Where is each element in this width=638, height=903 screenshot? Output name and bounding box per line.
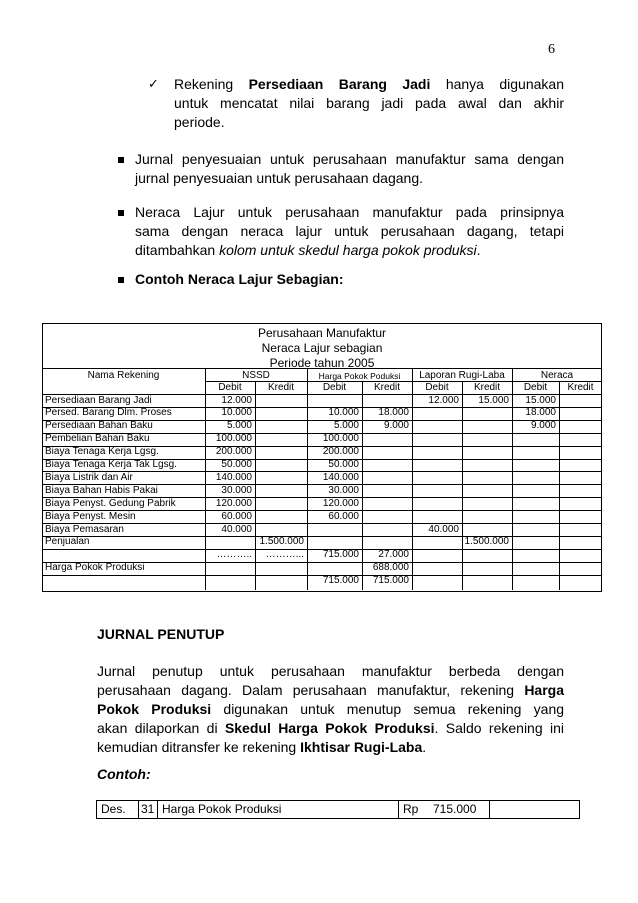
intro-line-2: untuk mencatat nilai barang jadi pada awal dan akhir xyxy=(174,95,564,111)
header-debit: Debit xyxy=(322,382,347,393)
jp-line-4: akan dilaporkan di Skedul Harga Pokok Produksi. Saldo rekening ini xyxy=(97,720,564,736)
amount-cell: 100.000 xyxy=(215,433,252,445)
amount-cell: 120.000 xyxy=(322,497,359,509)
contoh-label: Contoh: xyxy=(97,766,151,782)
amount-cell: 1.500.000 xyxy=(464,536,509,548)
entry-account: Harga Pokok Produksi xyxy=(162,802,282,816)
col-divider xyxy=(138,801,139,818)
account-name-cell: Biaya Pemasaran xyxy=(45,523,124,535)
amount-cell: ………... xyxy=(265,549,304,561)
amount-cell: 60.000 xyxy=(221,510,252,522)
jp-line-5: kemudian ditransfer ke rekening Ikhtisar Rugi-Laba. xyxy=(97,739,427,755)
amount-cell: 1.500.000 xyxy=(259,536,304,548)
intro-line-1: Rekening Persediaan Barang Jadi hanya digunakan xyxy=(174,76,564,92)
intro-paragraph xyxy=(174,75,564,132)
amount-cell: 18.000 xyxy=(525,407,556,419)
entry-day: 31 xyxy=(141,802,155,816)
bullet-2-line-2: sama dengan neraca lajur untuk perusahaan dagang, tetapi xyxy=(135,223,564,239)
jp-line-2: perusahaan dagang. Dalam perusahaan manufaktur, rekening Harga xyxy=(97,682,564,698)
amount-cell: 40.000 xyxy=(221,523,252,535)
amount-cell: 120.000 xyxy=(215,497,252,509)
amount-cell: 5.000 xyxy=(226,420,252,432)
amount-cell: 60.000 xyxy=(328,510,359,522)
account-name-cell: Biaya Tenaga Kerja Tak Lgsg. xyxy=(45,459,177,470)
amount-cell: ……….. xyxy=(216,549,252,561)
amount-cell: 15.000 xyxy=(525,394,556,406)
table-title-2: Neraca Lajur sebagian xyxy=(261,341,383,355)
bullet-square-icon xyxy=(118,210,124,216)
col-divider xyxy=(157,801,158,818)
jurnal-penutup-heading: JURNAL PENUTUP xyxy=(97,626,225,642)
account-name-cell: Persediaan Bahan Baku xyxy=(45,420,153,432)
entry-amount: 715.000 xyxy=(433,802,477,816)
header-kredit: Kredit xyxy=(473,382,501,393)
entry-currency: Rp xyxy=(403,802,419,816)
account-name-cell: Harga Pokok Produksi xyxy=(45,562,145,574)
amount-cell: 200.000 xyxy=(322,446,359,458)
checkmark-icon: ✓ xyxy=(148,76,159,91)
row-divider xyxy=(42,536,602,537)
amount-cell: 715.000 xyxy=(322,549,359,561)
account-name-cell: Penjualan xyxy=(45,536,90,548)
account-name-cell: Persed. Barang Dlm. Proses xyxy=(45,407,172,419)
header-debit: Debit xyxy=(523,382,548,393)
col-divider xyxy=(559,381,560,590)
table-title-1: Perusahaan Manufaktur xyxy=(257,326,387,340)
bullet-1-line-2: jurnal penyesuaian untuk perusahaan dagang. xyxy=(135,170,424,186)
amount-cell: 715.000 xyxy=(322,575,359,587)
amount-cell: 10.000 xyxy=(221,407,252,419)
amount-cell: 140.000 xyxy=(322,471,359,483)
bullet-1-paragraph xyxy=(135,150,564,188)
header-kredit: Kredit xyxy=(567,382,594,393)
amount-cell: 688.000 xyxy=(372,562,409,574)
bullet-2-line-1: Neraca Lajur untuk perusahaan manufaktur pada prinsipnya xyxy=(135,204,564,220)
account-name-cell: Pembelian Bahan Baku xyxy=(45,433,150,445)
bullet-square-icon xyxy=(118,277,124,283)
account-name-cell: Biaya Listrik dan Air xyxy=(45,471,133,483)
amount-cell: 18.000 xyxy=(378,407,409,419)
account-name-cell: Biaya Tenaga Kerja Lgsg. xyxy=(45,446,159,458)
neraca-lajur-table xyxy=(42,323,602,592)
amount-cell: 100.000 xyxy=(322,433,359,445)
header-neraca: Neraca xyxy=(540,370,574,381)
amount-cell: 50.000 xyxy=(221,459,252,470)
amount-cell: 10.000 xyxy=(328,407,359,419)
account-name-cell: Biaya Penyst. Gedung Pabrik xyxy=(45,497,176,509)
account-name-cell: Biaya Bahan Habis Pakai xyxy=(45,484,158,496)
header-debit: Debit xyxy=(218,382,242,393)
bullet-2-line-3: ditambahkan kolom untuk skedul harga pokok produksi. xyxy=(135,242,481,258)
amount-cell: 12.000 xyxy=(428,394,459,406)
amount-cell: 140.000 xyxy=(215,471,252,483)
entry-month: Des. xyxy=(101,802,126,816)
table-title-3: Periode tahun 2005 xyxy=(269,356,375,370)
amount-cell: 50.000 xyxy=(328,459,359,470)
bullet-2-paragraph xyxy=(135,203,564,260)
amount-cell: 12.000 xyxy=(221,394,252,406)
amount-cell: 15.000 xyxy=(478,394,509,406)
row-divider xyxy=(42,523,602,524)
amount-cell: 27.000 xyxy=(378,549,409,561)
page-number: 6 xyxy=(548,42,555,57)
account-name-cell: Persediaan Barang Jadi xyxy=(45,394,152,406)
bullet-square-icon xyxy=(118,157,124,163)
header-kredit: Kredit xyxy=(373,382,401,393)
amount-cell: 9.000 xyxy=(383,420,409,432)
amount-cell: 5.000 xyxy=(333,420,359,432)
bullet-3-label: Contoh Neraca Lajur Sebagian: xyxy=(135,271,344,287)
amount-cell: 200.000 xyxy=(215,446,252,458)
col-divider xyxy=(462,381,463,590)
bullet-1-line-1: Jurnal penyesuaian untuk perusahaan manufaktur sama dengan xyxy=(135,151,564,167)
jp-line-1: Jurnal penutup untuk perusahaan manufaktur berbeda dengan xyxy=(97,663,564,679)
intro-line-3: periode. xyxy=(174,114,225,130)
col-divider xyxy=(489,801,490,818)
header-kredit: Kredit xyxy=(267,382,295,393)
header-debit: Debit xyxy=(425,382,449,393)
amount-cell: 40.000 xyxy=(428,523,459,535)
header-nssd: NSSD xyxy=(242,370,270,381)
amount-cell: 715.000 xyxy=(372,575,409,587)
header-hpp: Harga Pokok Poduksi xyxy=(318,371,401,381)
header-nama-rekening: Nama Rekening xyxy=(87,370,160,381)
amount-cell: 30.000 xyxy=(221,484,252,496)
col-divider xyxy=(398,801,399,818)
amount-cell: 30.000 xyxy=(328,484,359,496)
jurnal-penutup-paragraph xyxy=(97,662,564,757)
journal-entry-table xyxy=(96,800,580,819)
jp-line-3: Pokok Produksi digunakan untuk menutup semua rekening yang xyxy=(97,701,565,717)
amount-cell: 9.000 xyxy=(530,420,556,432)
account-name-cell: Biaya Penyst. Mesin xyxy=(45,510,136,522)
row-divider xyxy=(42,368,602,369)
header-laporan-rugi-laba: Laporan Rugi-Laba xyxy=(419,370,505,381)
